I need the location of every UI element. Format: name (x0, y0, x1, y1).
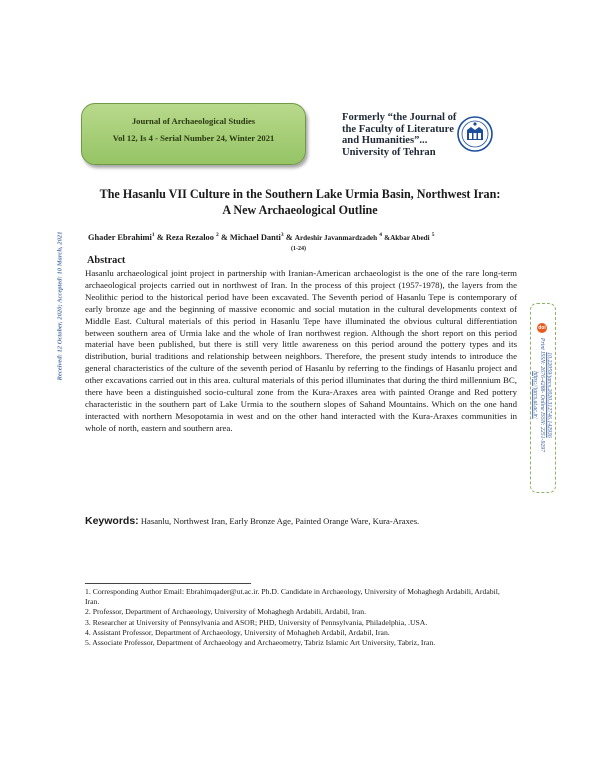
title-line-2: A New Archaeological Outline (222, 203, 378, 217)
formerly-line: University of Tehran (342, 146, 436, 158)
author-name: Akbar Abedi (390, 233, 430, 242)
formerly-line: Formerly “the Journal of (342, 112, 457, 123)
footnote: 5. Associate Professor, Department of Archaeology and Archaeometry, Tabriz Islamic Art University, Tabriz, Iran. (85, 638, 436, 648)
doi-link[interactable]: 10.22059/jarcs.2020.312746.142936 (546, 352, 553, 438)
tehran-university-logo (457, 116, 493, 152)
article-title (60, 186, 540, 218)
author-ref: 1 (151, 232, 155, 238)
dates-text: Received: 12 October, 2020; Accepted: 10 March, 2021 (56, 231, 64, 381)
author-name: Reza Rezaloo (165, 232, 214, 242)
author-name: Michael Danti (229, 232, 281, 242)
author-ref: 5 (431, 232, 435, 238)
authors-line: Ghader Ebrahimi$^1$ & Reza Rezaloo $^2$ & Michael Danti$^3$ & Ardeshir Javanmardzadeh $^4$ &Akbar Abedi $^5$ (88, 232, 435, 242)
abstract-text: Hasanlu archaeological joint project in partnership with Iranian-American archaeologist is the one of the rare long-term archaeological projects carried out in northwest of Iran. In the process of this project (1957-1978), the layers from the Neolithic period to the historical period have been excavated. The Seventh period of Hasanlu Tepe is contemporary of early bronze age and the beginning of massive economic and social mutation in the cultural developments context of Middle East. Cultural materials of this period in Hasanlu Tepe have illuminated the obvious cultural differentiation between southern area of Urmia lake and the whole of Iran northwest region. Although the short report on this period material have been published, but there is still very little awareness on this period around the pottery types and its distribution, burial traditions and relationship between neighbors. Therefore, the present study intends to introduce the general characteristics of the culture of the seventh period of Hasanlu by referring to the findings of Hasanlu project and other excavations carried out in this area. cultural materials of this period illuminates that during the third millennium BC, there have been a distinguished socio-cultural zone from the Kura-Araxes area with painted Orange and Red pottery characteristic in the southern part of Lake Urmia to the southern slopes of Sahand Mountains. Which on the one hand interacted with northern Mesopotamia in west and on the other hand interacted with the Kura-Araxes communities in whole of north, eastern and southern area. (85, 268, 517, 433)
footnote: 1. Corresponding Author Email: Ebrahimqader@ut.ac.ir. Ph.D. Candidate in Archaeology, University of Mohaghegh Ardabili, Ardabil, Iran. (85, 587, 500, 607)
footnote: 2. Professor, Department of Archaeology, University of Mohaghegh Ardabili, Ardabil, Iran. (85, 607, 366, 617)
doi-icon[interactable]: doi (538, 325, 546, 331)
author-ref: 2 (216, 232, 219, 238)
footnote-divider (85, 583, 251, 584)
footnote: 4. Assistant Professor, Department of Archaeology, University of Mohagheh Ardabil, Ardabil, Iran. (85, 627, 390, 637)
abstract-heading: Abstract (87, 255, 126, 266)
author-name: Ghader Ebrahimi (88, 232, 152, 242)
keywords-label: Keywords: (85, 515, 139, 527)
journal-title: Journal of Archaeological Studies (131, 116, 256, 126)
journal-url[interactable]: https://jarcs.ut.ac.ir/ (532, 371, 539, 419)
author-ref: 3 (280, 232, 284, 238)
footnote: 3. Researcher at University of Pennsylvania and ASOR; PHD, University of Pennsylvania, Philadelphia, .USA. (85, 617, 428, 627)
doi-block (532, 338, 552, 452)
journal-volume: Vol 12, Is 4 - Serial Number 24, Winter 2021 (112, 133, 275, 143)
journal-info-box (81, 103, 306, 165)
formerly-line: and Humanities”... (342, 135, 428, 147)
formerly-line: the Faculty of Literature (342, 123, 454, 135)
issn-text: Print ISSN: 2676-4288- Online ISSN: 2251-9297 (539, 337, 546, 453)
author-ref: 4 (379, 232, 382, 238)
footnotes (85, 587, 515, 648)
keywords-text: Hasanlu, Northwest Iran, Early Bronze Age, Painted Orange Ware, Kura-Araxes. (140, 516, 420, 526)
formerly-note (342, 112, 456, 158)
keywords (85, 515, 419, 527)
page-range: (1-24) (291, 246, 306, 252)
author-name: Ardeshir Javanmardzadeh (294, 233, 378, 242)
title-line-1: The Hasanlu VII Culture in the Southern Lake Urmia Basin, Northwest Iran: (99, 187, 501, 201)
